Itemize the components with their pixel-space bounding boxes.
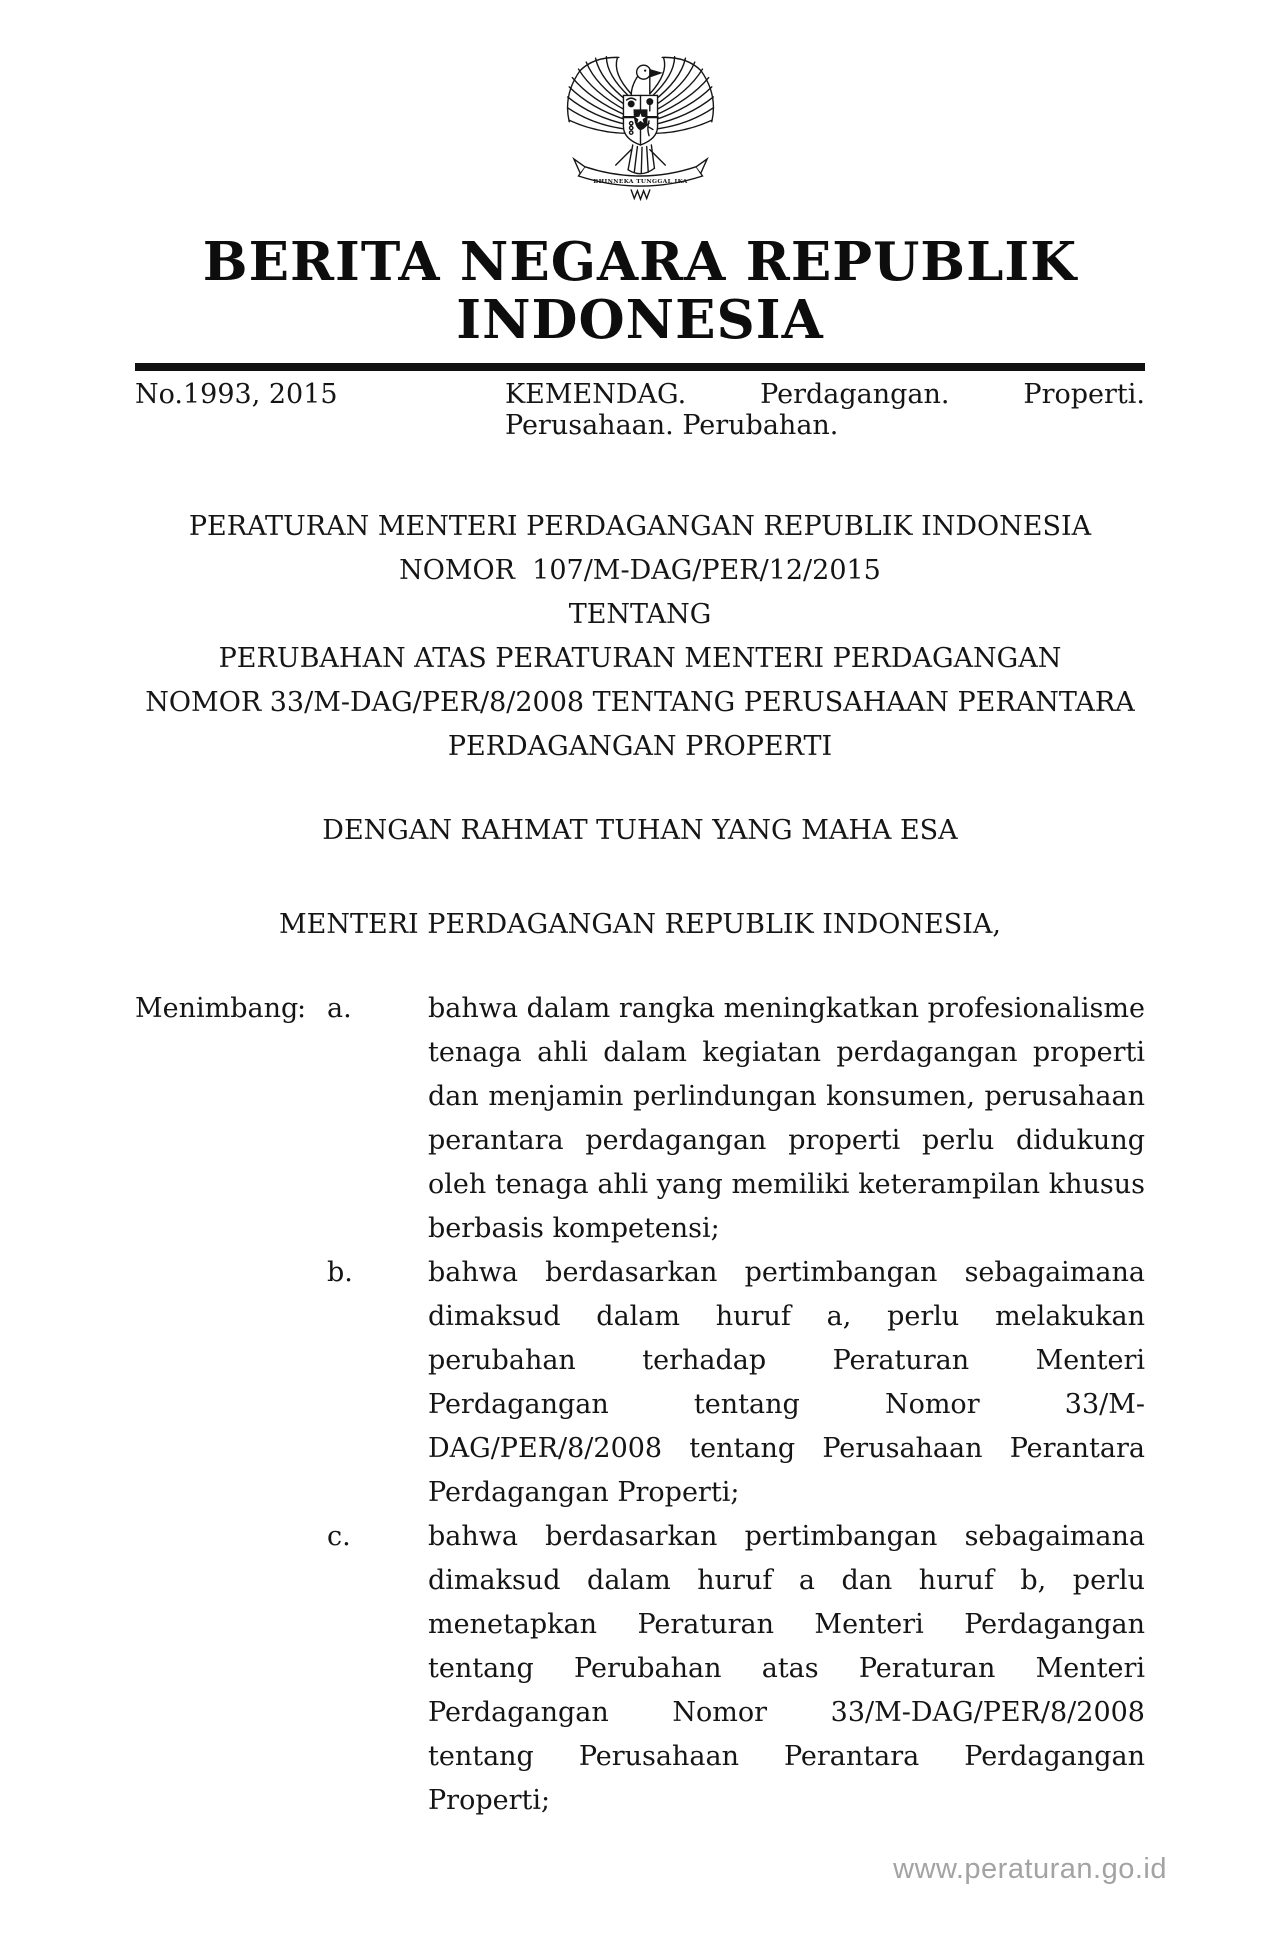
heading-line-6: PERDAGANGAN PROPERTI (447, 731, 833, 762)
left-wing (567, 57, 631, 134)
masthead-rule (135, 363, 1145, 371)
considering-label: Menimbang (135, 993, 299, 1024)
heading-line-5: NOMOR 33/M-DAG/PER/8/2008 TENTANG PERUSAHAAN PERANTARA (145, 687, 1135, 718)
motto-text: BHINNEKA TUNGGAL IKA (592, 178, 688, 185)
item-text: bahwa berdasarkan pertimbangan sebagaimana dimaksud dalam huruf a dan huruf b, perlu menetapkan Peraturan Menteri Perdagangan tentang Perubahan atas Peraturan Menteri Perdagangan Nomor 33/M-DAG/PER/8/2008 tentang Perusahaan Perantara Perdagangan Properti; (428, 1521, 1145, 1816)
considering-item-b (135, 1251, 1145, 1515)
gazette-title-line1: BERITA NEGARA (202, 231, 727, 293)
right-wing (649, 57, 713, 134)
tail-feathers (628, 145, 654, 174)
considering-item-a (135, 987, 1145, 1251)
invocation-line: DENGAN RAHMAT TUHAN YANG MAHA ESA (322, 815, 958, 846)
heading-line-4: PERUBAHAN ATAS PERATURAN MENTERI PERDAGANGAN (218, 643, 1062, 674)
regulation-heading (135, 505, 1145, 769)
eagle-head (631, 65, 660, 95)
considering-item-c (135, 1515, 1145, 1823)
gazette-title-line2: REPUBLIK INDONESIA (456, 231, 1078, 351)
subject-note: KEMENDAG. Perdagangan. Properti. Perusahaan. Perubahan. (505, 379, 1145, 441)
issue-row (135, 379, 1145, 441)
heading-line-3: TENTANG (568, 599, 712, 630)
item-text: bahwa berdasarkan pertimbangan sebagaimana dimaksud dalam huruf a, perlu melakukan perubahan terhadap Peraturan Menteri Perdagangan tentang Nomor 33/M-DAG/PER/8/2008 tentang Perusahaan Perantara Perdagangan Properti; (428, 1257, 1145, 1508)
garuda-pancasila-emblem (563, 52, 718, 207)
item-text: bahwa dalam rangka meningkatkan profesionalisme tenaga ahli dalam kegiatan perdagangan properti dan menjamin perlindungan konsumen, perusahaan perantara perdagangan properti perlu didukung oleh tenaga ahli yang memiliki keterampilan khusus berbasis kompetensi; (428, 993, 1145, 1244)
heading-line-2: NOMOR 107/M-DAG/PER/12/2015 (399, 555, 881, 586)
watermark-url: www.peraturan.go.id (893, 1853, 1167, 1885)
page-content (135, 0, 1145, 1823)
issue-number: No.1993, 2015 (135, 379, 338, 410)
pancasila-shield (623, 95, 657, 145)
considering-colon: : (297, 993, 307, 1024)
heading-line-1: PERATURAN MENTERI PERDAGANGAN REPUBLIK INDONESIA (188, 511, 1092, 542)
considering-section (135, 987, 1145, 1823)
item-letter: b. (327, 1257, 353, 1288)
item-letter: c. (327, 1521, 351, 1552)
item-letter: a. (327, 993, 352, 1024)
gazette-title (135, 233, 1145, 349)
authority-line: MENTERI PERDAGANGAN REPUBLIK INDONESIA, (279, 909, 1001, 940)
